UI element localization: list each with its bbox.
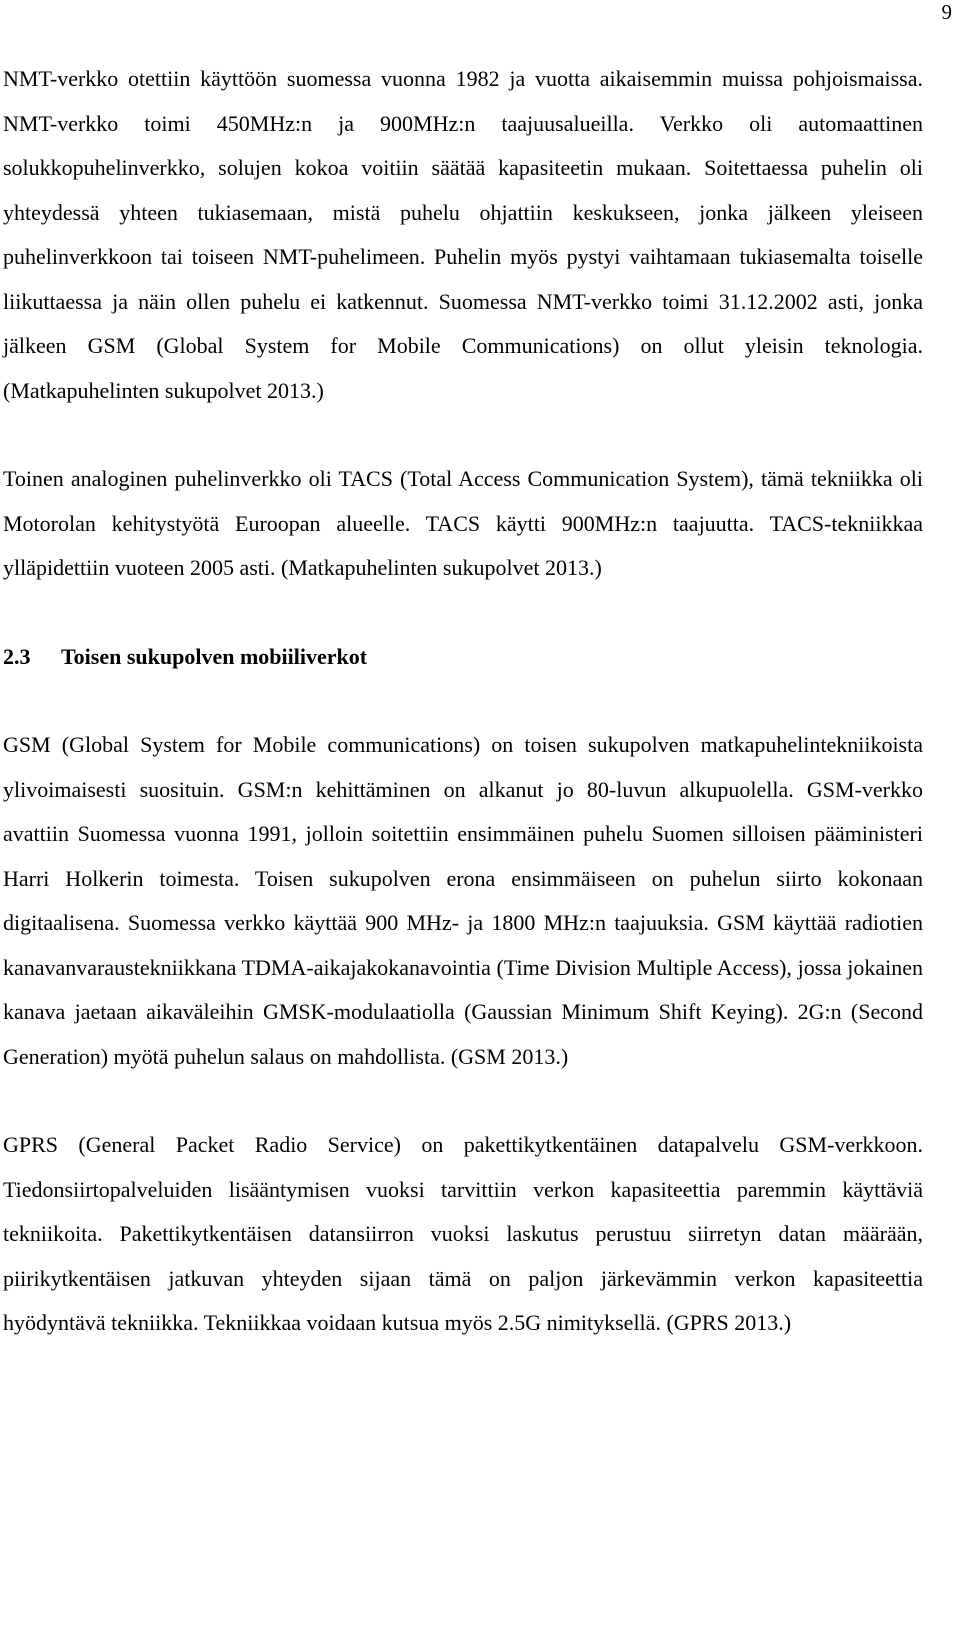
- paragraph-gap: [3, 1079, 923, 1123]
- section-title: Toisen sukupolven mobiiliverkot: [61, 643, 368, 669]
- paragraph-gsm: GSM (Global System for Mobile communications) on toisen sukupolven matkapuhelintekniikoista ylivoimaisesti suosituin. GSM:n kehittäminen on alkanut jo 80-luvun alkupuolella. GSM-verkko avattiin Suomessa vuonna 1991, jolloin soitettiin ensimmäinen puhelu Suomen silloisen pääministeri Harri Holkerin toimesta. Toisen sukupolven erona ensimmäiseen on puhelun siirto kokonaan digitaalisena. Suomessa verkko käyttää 900 MHz- ja 1800 MHz:n taajuuksia. GSM käyttää radiotien kanavanvaraustekniikkana TDMA-aikajakokanavointia (Time Division Multiple Access), jossa jokainen kanava jaetaan aikaväleihin GMSK-modulaatiolla (Gaussian Minimum Shift Keying). 2G:n (Second Generation) myötä puhelun salaus on mahdollista. (GSM 2013.): [3, 732, 923, 1069]
- page-number: 9: [941, 0, 952, 24]
- paragraph-gap: [3, 679, 923, 723]
- document-body: [3, 57, 923, 1346]
- paragraph-gap: [3, 591, 923, 635]
- section-number: 2.3: [3, 643, 31, 669]
- section-heading: [3, 635, 923, 680]
- paragraph-gap: [3, 413, 923, 457]
- paragraph-gprs: GPRS (General Packet Radio Service) on pakettikytkentäinen datapalvelu GSM-verkkoon. Tiedonsiirtopalveluiden lisääntymisen vuoksi tarvittiin verkon kapasiteettia paremmin käyttäviä tekniikoita. Pakettikytkentäisen datansiirron vuoksi laskutus perustuu siirretyn datan määrään, piirikytkentäisen jatkuvan yhteyden sijaan tämä on paljon järkevämmin verkon kapasiteettia hyödyntävä tekniikka. Tekniikkaa voidaan kutsua myös 2.5G nimityksellä. (GPRS 2013.): [3, 1132, 923, 1335]
- paragraph-tacs: Toinen analoginen puhelinverkko oli TACS (Total Access Communication System), tämä tekniikka oli Motorolan kehitystyötä Euroopan alueelle. TACS käytti 900MHz:n taajuutta. TACS-tekniikkaa ylläpidettiin vuoteen 2005 asti. (Matkapuhelinten sukupolvet 2013.): [3, 466, 923, 580]
- paragraph-nmt: NMT-verkko otettiin käyttöön suomessa vuonna 1982 ja vuotta aikaisemmin muissa pohjoismaissa. NMT-verkko toimi 450MHz:n ja 900MHz:n taajuusalueilla. Verkko oli automaattinen solukkopuhelinverkko, solujen kokoa voitiin säätää kapasiteetin mukaan. Soitettaessa puhelin oli yhteydessä yhteen tukiasemaan, mistä puhelu ohjattiin keskukseen, jonka jälkeen yleiseen puhelinverkkoon tai toiseen NMT-puhelimeen. Puhelin myös pystyi vaihtamaan tukiasemalta toiselle liikuttaessa ja näin ollen puhelu ei katkennut. Suomessa NMT-verkko toimi 31.12.2002 asti, jonka jälkeen GSM (Global System for Mobile Communications) on ollut yleisin teknologia. (Matkapuhelinten sukupolvet 2013.): [3, 66, 923, 403]
